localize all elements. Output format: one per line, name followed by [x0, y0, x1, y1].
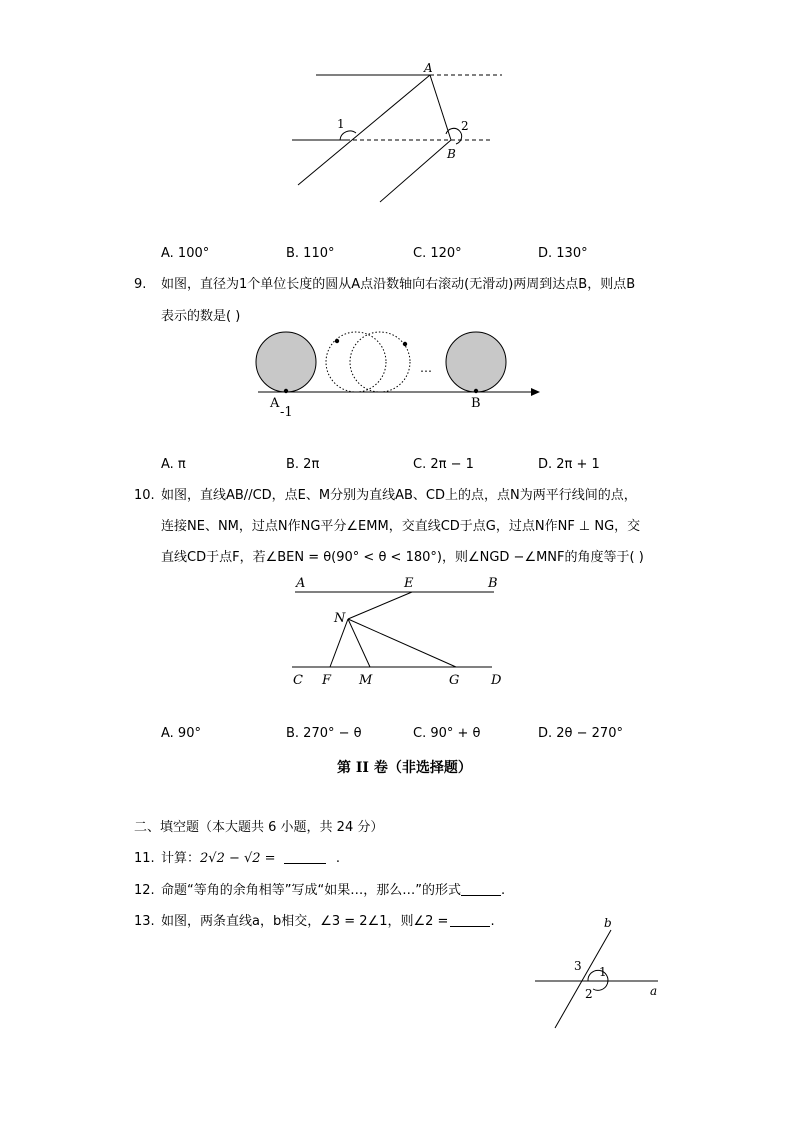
q13-period: .: [490, 914, 495, 929]
label-2: 2: [585, 987, 593, 1001]
label-c: C: [293, 673, 303, 688]
marker-dot-2: [403, 342, 407, 346]
point-a-dot: [284, 389, 288, 393]
q8-figure: [280, 55, 520, 215]
point-b-dot: [474, 389, 478, 393]
q11-prefix: 计算：: [161, 851, 201, 866]
segment-nf: [330, 619, 348, 667]
label-a: A: [296, 576, 306, 591]
part2-title: 第 II 卷（非选择题）: [337, 760, 472, 776]
q9-line1: 如图，直径为1个单位长度的圆从A点沿数轴向右滚动(无滑动)两周到达点B，则点B: [161, 277, 636, 292]
label-m: M: [359, 673, 373, 688]
segment-ne: [348, 592, 412, 619]
q9-option-c[interactable]: C. 2π − 1: [413, 457, 474, 472]
marker-dot-1: [335, 339, 339, 343]
label-a: A: [270, 396, 280, 411]
q9-figure: [250, 325, 550, 420]
q9-option-b[interactable]: B. 2π: [286, 457, 320, 472]
q11-stem: [161, 851, 340, 867]
start-circle: [256, 332, 316, 392]
q8-option-c[interactable]: C. 120°: [413, 246, 462, 261]
label-n: N: [334, 611, 346, 626]
q9-line2: 表示的数是( ): [161, 309, 241, 324]
ellipsis: …: [420, 361, 432, 375]
q11-period: .: [335, 851, 340, 866]
q13-answer-blank[interactable]: [450, 914, 490, 927]
q8-option-a[interactable]: A. 100°: [161, 246, 210, 261]
q12-text: 命题“等角的余角相等”写成“如果…，那么…”的形式: [161, 883, 461, 898]
q8-option-d[interactable]: D. 130°: [538, 246, 588, 261]
q12-period: .: [500, 883, 506, 898]
label-2: 2: [461, 119, 469, 133]
label-3: 3: [574, 959, 582, 973]
q9-number: 9.: [134, 277, 147, 292]
rolling-circle-2: [350, 332, 410, 392]
q10-figure: [285, 570, 515, 690]
q9-option-a[interactable]: A. π: [161, 457, 186, 472]
axis-arrow-icon: [531, 388, 540, 396]
label-b: B: [471, 396, 481, 411]
q9-option-d[interactable]: D. 2π + 1: [538, 457, 600, 472]
label-b: b: [604, 916, 612, 930]
q13-text: 如图，两条直线a，b相交，∠3 = 2∠1，则∠2 =: [161, 914, 449, 929]
q10-line3: 直线CD于点F，若∠BEN = θ(90° < θ < 180°)，则∠NGD −∠MNF的角度等于( ): [161, 550, 644, 565]
q10-number: 10.: [134, 488, 155, 503]
line-from-b: [380, 140, 451, 202]
label-1: 1: [599, 965, 607, 979]
q8-option-b[interactable]: B. 110°: [286, 246, 335, 261]
label-g: G: [449, 673, 460, 688]
segment-ng: [348, 619, 456, 667]
q12-stem: [161, 883, 505, 899]
label-e: E: [404, 576, 414, 591]
q10-option-d[interactable]: D. 2θ − 270°: [538, 726, 623, 741]
q12-number: 12.: [134, 883, 155, 898]
q13-figure: [525, 910, 670, 1035]
label-f: F: [322, 673, 332, 688]
label-b: B: [488, 576, 498, 591]
segment-nm: [348, 619, 370, 667]
transversal-line: [298, 75, 430, 185]
label-1: 1: [337, 117, 345, 131]
section2-heading: 二、填空题（本大题共 6 小题，共 24 分）: [134, 820, 384, 835]
label-a: a: [650, 984, 658, 998]
q12-answer-blank[interactable]: [461, 883, 501, 896]
q10-option-b[interactable]: B. 270° − θ: [286, 726, 362, 741]
label-minus-1: -1: [280, 405, 293, 420]
q10-option-a[interactable]: A. 90°: [161, 726, 201, 741]
q11-answer-blank[interactable]: [284, 851, 326, 864]
label-b: B: [447, 147, 456, 161]
end-circle: [446, 332, 506, 392]
q10-line2: 连接NE、NM，过点N作NG平分∠EMM，交直线CD于点G，过点N作NF ⊥ NG，交: [161, 519, 641, 534]
q11-expression: 2√2 − √2 =: [200, 851, 276, 866]
q10-line1: 如图，直线AB//CD，点E、M分别为直线AB、CD上的点，点N为两平行线间的点，: [161, 488, 637, 503]
label-a: A: [424, 61, 433, 75]
q13-stem: [161, 914, 495, 930]
label-d: D: [491, 673, 502, 688]
line-b: [555, 930, 611, 1028]
q11-number: 11.: [134, 851, 155, 866]
q10-option-c[interactable]: C. 90° + θ: [413, 726, 481, 741]
q13-number: 13.: [134, 914, 155, 929]
